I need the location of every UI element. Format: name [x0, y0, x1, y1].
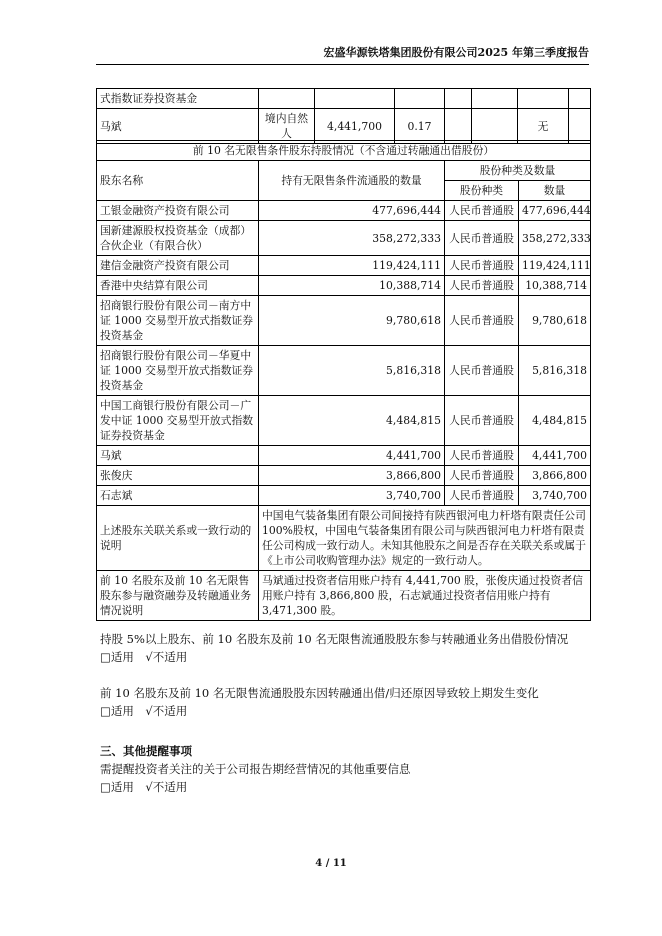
holder-name-cell: 建信金融资产投资有限公司 — [97, 256, 259, 276]
shares-cell: 4,441,700 — [315, 109, 395, 144]
share-type-cell: 人民币普通股 — [445, 256, 519, 276]
qty-cell: 4,484,815 — [519, 396, 591, 446]
holder-type-cell: 境内自然人 — [259, 109, 315, 144]
top10-holders-table-continued — [96, 88, 591, 144]
table-row — [97, 486, 591, 506]
qty-cell: 4,441,700 — [519, 446, 591, 466]
applicability-options: □适用 √不适用 — [100, 650, 188, 664]
share-type-cell: 人民币普通股 — [445, 446, 519, 466]
qty-cell: 477,696,444 — [519, 201, 591, 221]
shares-cell: 3,740,700 — [259, 486, 445, 506]
col-header-qty: 数量 — [519, 181, 591, 201]
unrestricted-holders-table — [96, 140, 591, 621]
shares-cell: 477,696,444 — [259, 201, 445, 221]
table-header-row — [97, 161, 591, 181]
section-title: 持股 5%以上股东、前 10 名股东及前 10 名无限售流通股股东参与转融通业务出借股份情况 — [100, 632, 569, 646]
table-row — [97, 276, 591, 296]
holder-name-cell: 马斌 — [97, 446, 259, 466]
margin-trading-label: 前 10 名股东及前 10 名无限售股东参与融资融券及转融通业务情况说明 — [97, 571, 259, 621]
col-header-shares: 持有无限售条件流通股的数量 — [259, 161, 445, 201]
qty-cell: 5,816,318 — [519, 346, 591, 396]
section-text: 需提醒投资者关注的关于公司报告期经营情况的其他重要信息 — [100, 762, 411, 776]
qty-cell: 10,388,714 — [519, 276, 591, 296]
shares-cell: 119,424,111 — [259, 256, 445, 276]
holder-name-cell: 国新建源股权投资基金（成都）合伙企业（有限合伙） — [97, 221, 259, 256]
table-row — [97, 256, 591, 276]
holder-name-cell: 招商银行股份有限公司－华夏中证 1000 交易型开放式指数证券投资基金 — [97, 346, 259, 396]
table-row — [97, 346, 591, 396]
qty-cell: 3,740,700 — [519, 486, 591, 506]
qty-cell: 358,272,333 — [519, 221, 591, 256]
table-row — [97, 89, 591, 109]
related-parties-row — [97, 506, 591, 571]
table-row — [97, 221, 591, 256]
document-header: 宏盛华源铁塔集团股份有限公司2025 年第三季度报告 — [96, 44, 589, 65]
holder-name-cell: 张俊庆 — [97, 466, 259, 486]
table-row — [97, 296, 591, 346]
pct-cell: 0.17 — [395, 109, 445, 144]
table-title: 前 10 名无限售条件股东持股情况（不含通过转融通出借股份） — [97, 141, 591, 161]
share-type-cell: 人民币普通股 — [445, 486, 519, 506]
share-type-cell: 人民币普通股 — [445, 346, 519, 396]
col-header-holder: 股东名称 — [97, 161, 259, 201]
margin-trading-text: 马斌通过投资者信用账户持有 4,441,700 股，张俊庆通过投资者信用账户持有 3,866,800 股，石志斌通过投资者信用账户持有 3,471,300 股。 — [259, 571, 591, 621]
shares-cell: 9,780,618 — [259, 296, 445, 346]
shares-cell: 4,484,815 — [259, 396, 445, 446]
qty-cell: 119,424,111 — [519, 256, 591, 276]
holder-name-cell: 马斌 — [97, 109, 259, 144]
shares-cell: 5,816,318 — [259, 346, 445, 396]
table-row — [97, 396, 591, 446]
pledge-status-cell: 无 — [518, 109, 569, 144]
other-reminders-section — [100, 742, 411, 796]
share-type-cell: 人民币普通股 — [445, 296, 519, 346]
qty-cell: 9,780,618 — [519, 296, 591, 346]
section-heading: 三、其他提醒事项 — [100, 744, 192, 758]
related-parties-text: 中国电气装备集团有限公司间接持有陕西银河电力杆塔有限责任公司 100%股权，中国电气装备集团有限公司与陕西银河电力杆塔有限责任公司构成一致行动人。未知其他股东之间是否存在关联关系或属于《上市公司收购管理办法》规定的一致行动人。 — [259, 506, 591, 571]
qty-cell: 3,866,800 — [519, 466, 591, 486]
holder-name-cell: 招商银行股份有限公司－南方中证 1000 交易型开放式指数证券投资基金 — [97, 296, 259, 346]
table-row — [97, 109, 591, 144]
holder-name-cell: 香港中央结算有限公司 — [97, 276, 259, 296]
share-type-cell: 人民币普通股 — [445, 276, 519, 296]
table-row — [97, 446, 591, 466]
applicability-options: □适用 √不适用 — [100, 704, 188, 718]
holder-name-cell: 石志斌 — [97, 486, 259, 506]
col-header-type-qty: 股份种类及数量 — [445, 161, 591, 181]
lending-shares-section — [100, 630, 568, 666]
shares-cell: 10,388,714 — [259, 276, 445, 296]
share-type-cell: 人民币普通股 — [445, 201, 519, 221]
shares-cell: 4,441,700 — [259, 446, 445, 466]
holder-name-cell: 中国工商银行股份有限公司－广发中证 1000 交易型开放式指数证券投资基金 — [97, 396, 259, 446]
share-type-cell: 人民币普通股 — [445, 466, 519, 486]
page-number: 4 / 11 — [315, 858, 347, 869]
holder-name-cell: 工银金融资产投资有限公司 — [97, 201, 259, 221]
related-parties-label: 上述股东关联关系或一致行动的说明 — [97, 506, 259, 571]
share-type-cell: 人民币普通股 — [445, 221, 519, 256]
holder-name-cell: 式指数证券投资基金 — [97, 89, 259, 109]
table-row — [97, 201, 591, 221]
table-row — [97, 466, 591, 486]
margin-trading-row — [97, 571, 591, 621]
table-title-row — [97, 141, 591, 161]
share-type-cell: 人民币普通股 — [445, 396, 519, 446]
shares-cell: 358,272,333 — [259, 221, 445, 256]
section-title: 前 10 名股东及前 10 名无限售流通股股东因转融通出借/归还原因导致较上期发生变化 — [100, 686, 539, 700]
applicability-options: □适用 √不适用 — [100, 780, 188, 794]
col-header-type: 股份种类 — [445, 181, 519, 201]
lending-change-section — [100, 684, 539, 720]
shares-cell: 3,866,800 — [259, 466, 445, 486]
